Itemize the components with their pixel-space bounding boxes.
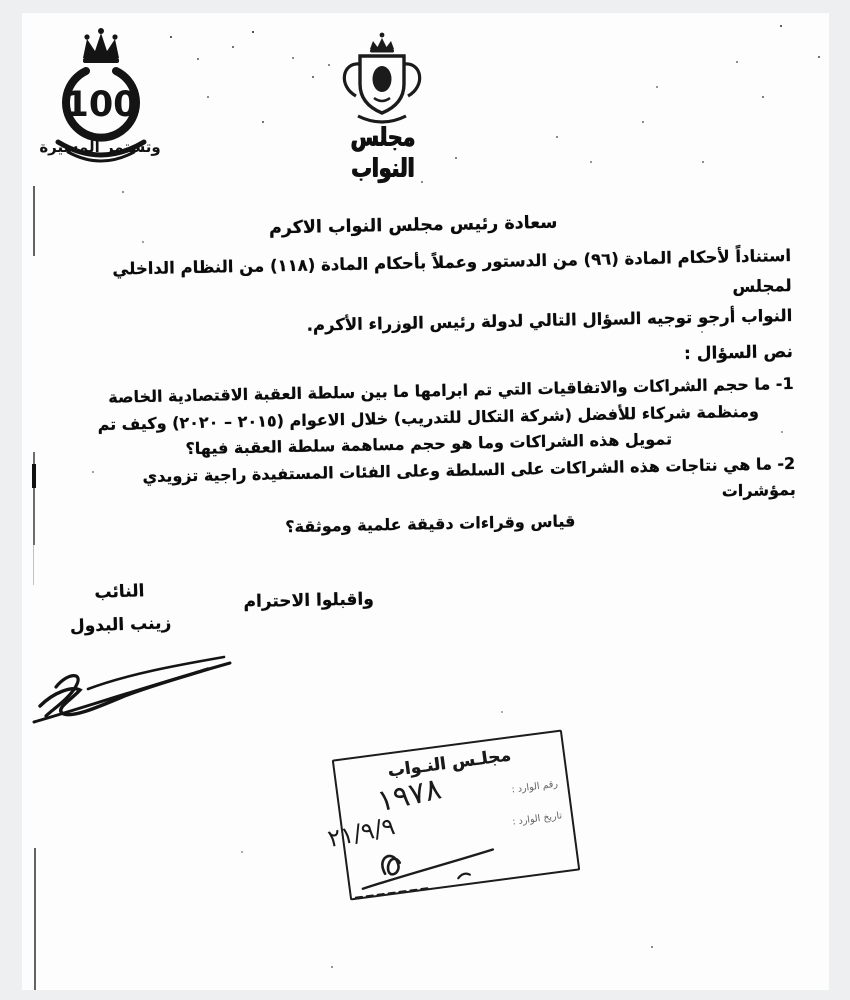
question-1-line-2: ومنظمة شركاء للأفضل (شركة التكال للتدريب) خلال الاعوام (٢٠١٥ – ٢٠٢٠) وكيف تم (97, 401, 760, 434)
salutation-line: سعادة رئيس مجلس النواب الاكرم (268, 212, 558, 239)
question-1-line-1: 1- ما حجم الشراكات والاتفاقيات التي تم ابرامها ما بين سلطة العقبة الاقتصادية الخاصة (108, 373, 794, 407)
stamp-incoming-date: ٢١/٩/٩ (325, 812, 398, 853)
coat-of-arms-graphic (328, 30, 436, 132)
scan-edge-line (33, 545, 34, 585)
parliament-calligraphy-title: مجلس النواب (350, 121, 416, 183)
scan-noise-speckles (0, 0, 2, 2)
scan-edge-blob (32, 464, 36, 488)
handwritten-signature (26, 642, 241, 737)
question-2-line-1: 2- ما هي نتاجات هذه الشراكات على السلطة وعلى الفئات المستفيدة راجية تزويدي بمؤشرات (142, 453, 796, 501)
question-1-line-3: تمويل هذه الشراكات وما هو حجم مساهمة سلطة العقبة فيها؟ (185, 429, 673, 459)
letter-body (58, 204, 798, 616)
registry-stamp (325, 729, 581, 900)
question-text-label: نص السؤال : (683, 341, 794, 365)
question-1 (61, 371, 794, 465)
signer-name: زينب البدول (69, 613, 172, 637)
intro-line-2: النواب أرجو توجيه السؤال التالي لدولة رئيس الوزراء الأكرم. (306, 305, 793, 335)
intro-paragraph (59, 241, 793, 346)
scan-edge-line (33, 186, 35, 256)
svg-text:100: 100 (64, 85, 138, 125)
coat-of-arms (328, 30, 436, 132)
stamp-date-label: تاريخ الوارد : (511, 810, 563, 828)
scan-edge-line (34, 848, 36, 990)
closing-salutation: واقبلوا الاحترام (243, 589, 375, 613)
signer-title: النائب (94, 581, 145, 603)
signer-block (51, 580, 189, 638)
stamp-number-label: رقم الوارد : (510, 778, 559, 796)
question-2 (63, 450, 796, 544)
question-2-line-2: قياس وقراءات دقيقة علمية وموثقة؟ (285, 510, 576, 536)
stamp-org-name: مجلـس النـواب (386, 745, 512, 782)
centennial-slogan: وتستمر المسيرة (39, 138, 161, 156)
stamp-incoming-number: ١٩٧٨ (374, 771, 445, 820)
intro-line-1: استناداً لأحكام المادة (٩٦) من الدستور وعملاً بأحكام المادة (١١٨) من النظام الداخلي لمجلس (112, 245, 792, 297)
